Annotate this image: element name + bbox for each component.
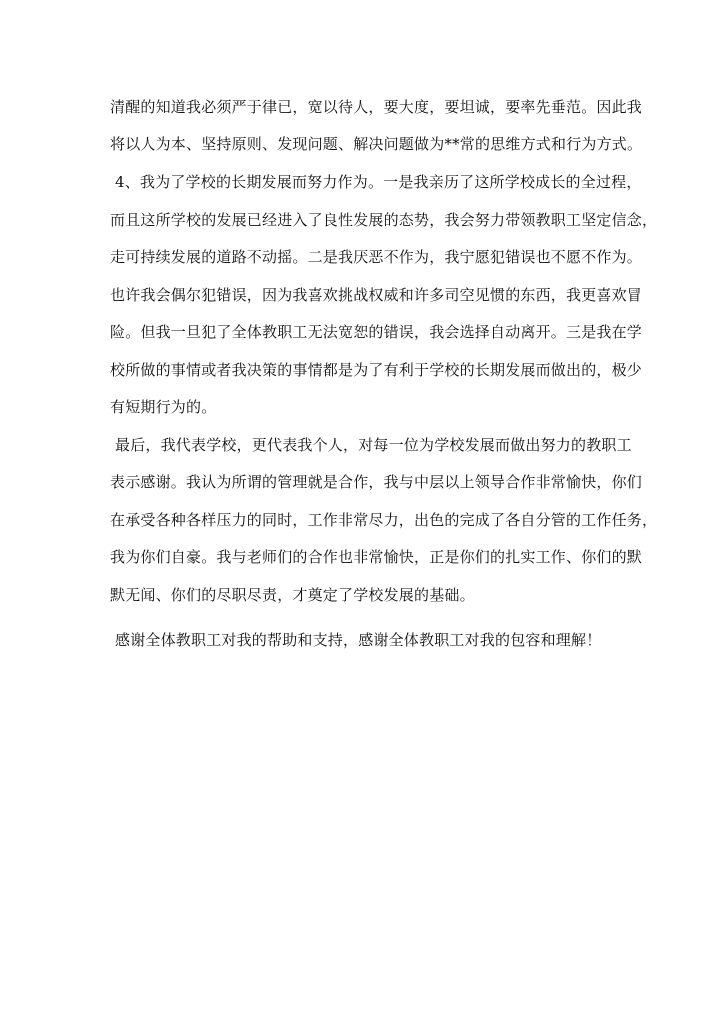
paragraph-line: 将以人为本、坚持原则、发现问题、解决问题做为**常的思维方式和行为方式。: [110, 135, 643, 153]
paragraph-line: 校所做的事情或者我决策的事情都是为了有利于学校的长期发展而做出的，极少: [110, 361, 643, 379]
paragraph-line: 表示感谢。我认为所谓的管理就是合作，我与中层以上领导合作非常愉快，你们: [110, 473, 643, 491]
paragraph-line: 有短期行为的。: [110, 398, 217, 416]
paragraph-line: 最后，我代表学校，更代表我个人，对每一位为学校发展而做出努力的教职工: [115, 436, 632, 454]
paragraph-line: 4、我为了学校的长期发展而努力作为。一是我亲历了这所学校成长的全过程，: [115, 173, 642, 191]
paragraph-line: 走可持续发展的道路不动摇。二是我厌恶不作为，我宁愿犯错误也不愿不作为。: [110, 248, 643, 266]
paragraph-line: 我为你们自豪。我与老师们的合作也非常愉快，正是你们的扎实工作、你们的默: [110, 548, 643, 566]
paragraph-line: 在承受各种各样压力的同时，工作非常尽力，出色的完成了各自分管的工作任务，: [110, 511, 658, 529]
paragraph-line: 而且这所学校的发展已经进入了良性发展的态势，我会努力带领教职工坚定信念，: [110, 211, 658, 229]
paragraph-line: 险。但我一旦犯了全体教职工无法宽恕的错误，我会选择自动离开。三是我在学: [110, 323, 643, 341]
paragraph-line: 默无闻、你们的尽职尽责，才奠定了学校发展的基础。: [110, 586, 475, 604]
paragraph-line: 清醒的知道我必须严于律已，宽以待人，要大度，要坦诚，要率先垂范。因此我: [110, 98, 643, 116]
paragraph-line: 感谢全体教职工对我的帮助和支持，感谢全体教职工对我的包容和理解！: [115, 631, 602, 649]
paragraph-line: 也许我会偶尔犯错误，因为我喜欢挑战权威和许多司空见惯的东西，我更喜欢冒: [110, 286, 643, 304]
